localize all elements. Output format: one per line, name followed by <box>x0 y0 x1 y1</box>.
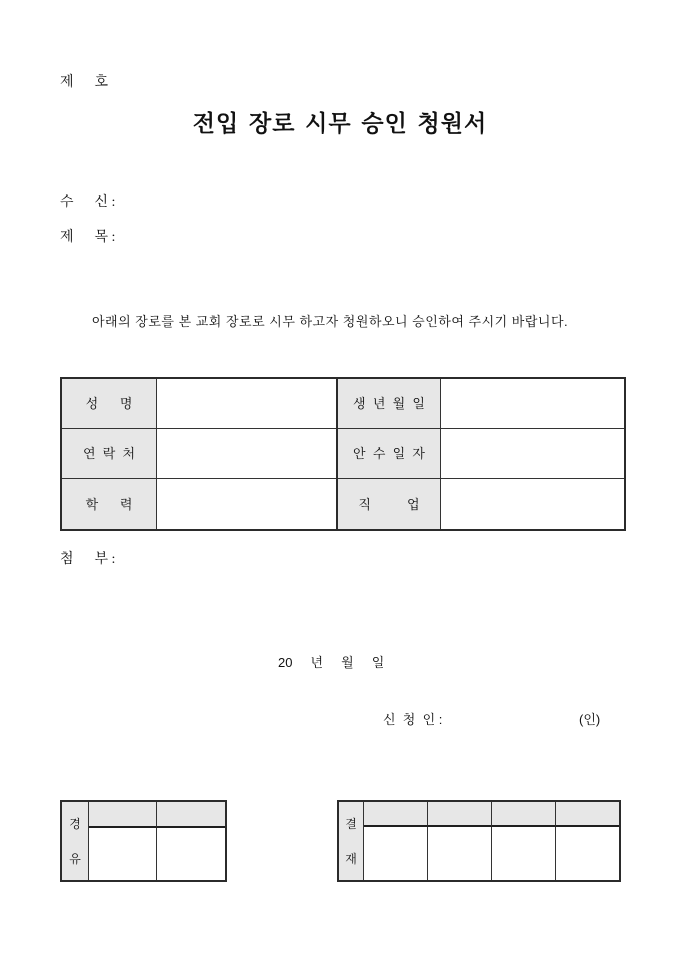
approval-sign-cell-3[interactable] <box>492 827 556 880</box>
approval-header-cell-2 <box>428 802 492 827</box>
approval-side-char-bottom: 재 <box>345 851 357 866</box>
via-side-char-top: 경 <box>69 816 81 831</box>
recipient-label: 수 신 : <box>60 195 116 210</box>
via-side-label <box>62 802 89 880</box>
page-title: 전입 장로 시무 승인 청원서 <box>192 111 488 136</box>
subject-label: 제 목 : <box>60 230 116 245</box>
info-value-name[interactable] <box>157 379 338 429</box>
info-value-ordination-date[interactable] <box>441 429 624 479</box>
via-table <box>60 800 227 882</box>
via-header-cell-1 <box>89 802 157 828</box>
approval-side-label <box>339 802 364 880</box>
approval-side-char-top: 결 <box>345 816 357 831</box>
info-label-education: 학 력 <box>62 479 157 529</box>
seal-label: (인) <box>579 712 601 727</box>
approval-table <box>337 800 621 882</box>
via-sign-cell-1[interactable] <box>89 828 157 880</box>
info-value-contact[interactable] <box>157 429 338 479</box>
info-label-ordination-date: 안 수 일 자 <box>338 429 441 479</box>
via-sign-cell-2[interactable] <box>157 828 225 880</box>
attachment-label: 첨 부 : <box>60 552 116 567</box>
approval-sign-cell-1[interactable] <box>364 827 428 880</box>
info-value-birthdate[interactable] <box>441 379 624 429</box>
info-value-education[interactable] <box>157 479 338 529</box>
info-label-occupation: 직 업 <box>338 479 441 529</box>
approval-sign-cell-4[interactable] <box>556 827 619 880</box>
info-label-name: 성 명 <box>62 379 157 429</box>
info-label-contact: 연 락 처 <box>62 429 157 479</box>
info-value-occupation[interactable] <box>441 479 624 529</box>
approval-header-cell-4 <box>556 802 619 827</box>
via-side-char-bottom: 유 <box>69 851 81 866</box>
date-line: 20 년 월 일 <box>278 655 385 670</box>
info-label-birthdate: 생 년 월 일 <box>338 379 441 429</box>
approval-header-cell-1 <box>364 802 428 827</box>
applicant-label: 신 청 인 : <box>383 712 443 727</box>
applicant-info-table <box>60 377 626 531</box>
approval-sign-cell-2[interactable] <box>428 827 492 880</box>
petition-text: 아래의 장로를 본 교회 장로로 시무 하고자 청원하오니 승인하여 주시기 바랍니다. <box>92 314 569 329</box>
via-header-cell-2 <box>157 802 225 828</box>
approval-header-cell-3 <box>492 802 556 827</box>
doc-number-label: 제 호 <box>60 75 109 90</box>
